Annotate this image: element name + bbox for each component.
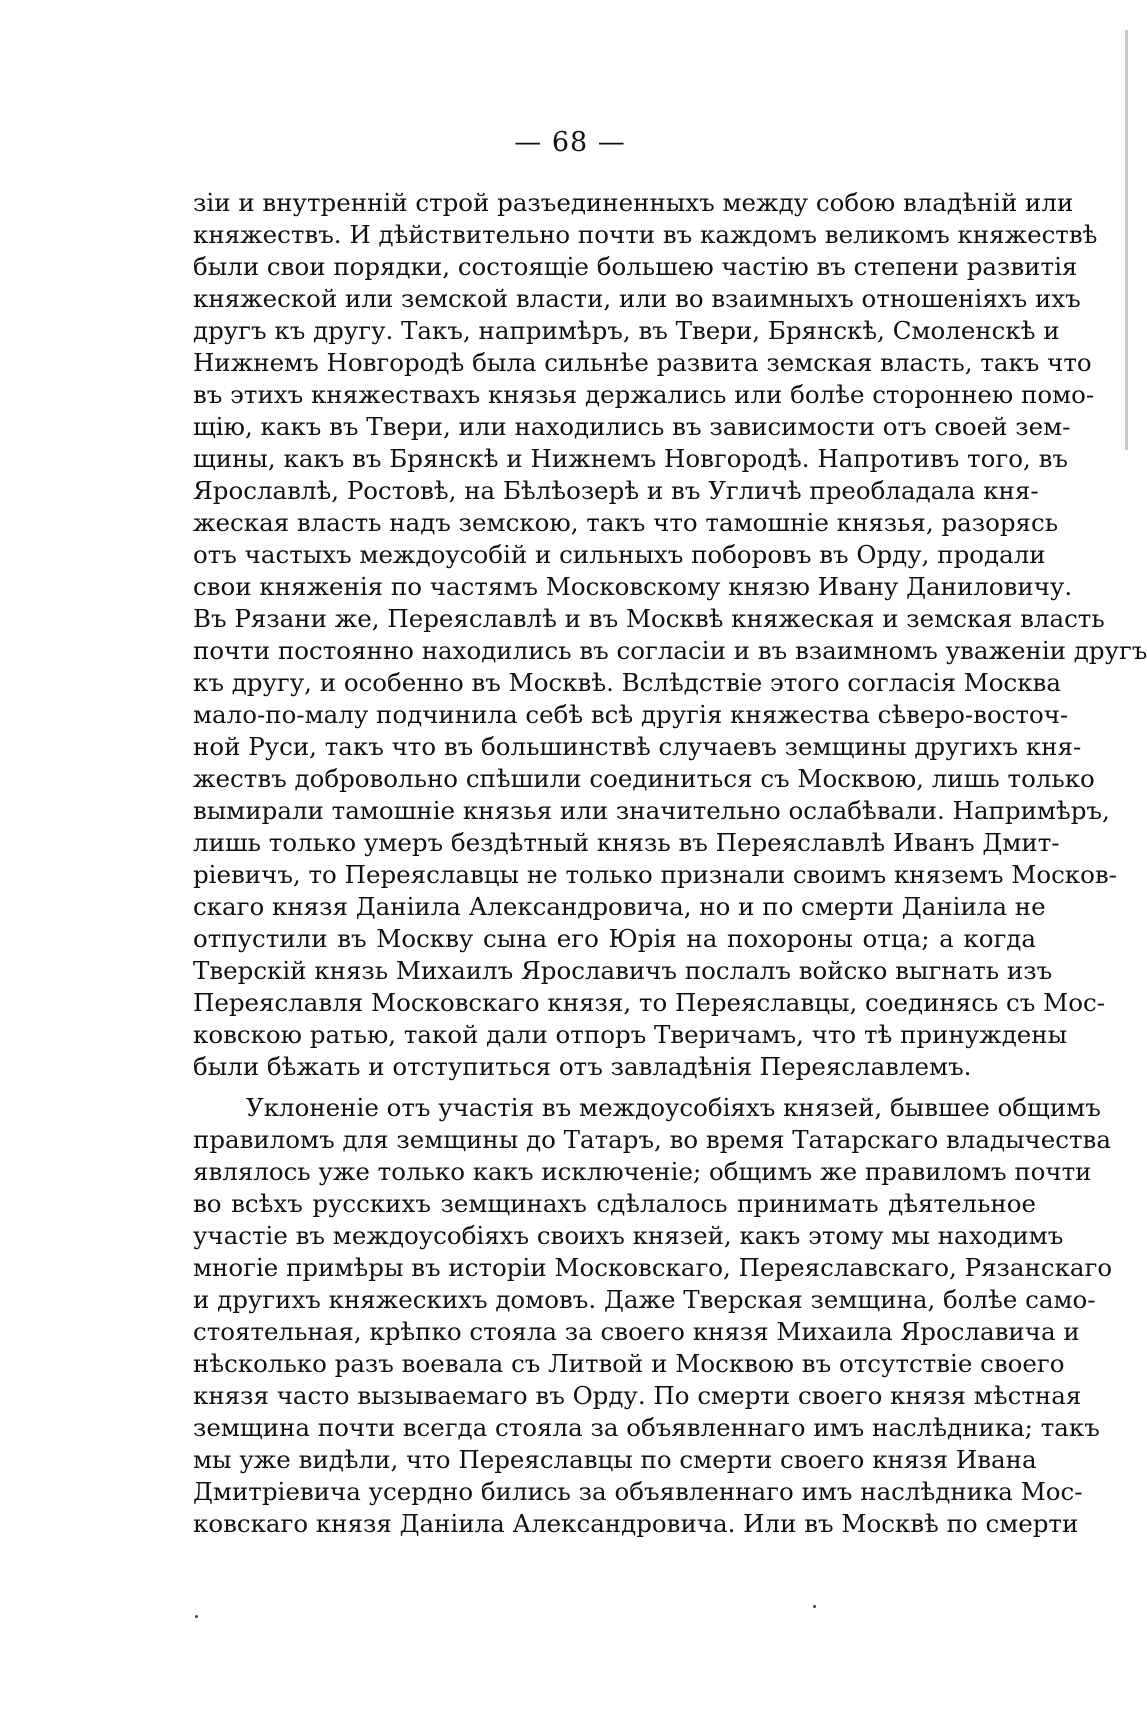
text-line: правиломъ для земщины до Татаръ, во время Татарскаго владычества	[193, 1125, 1111, 1154]
text-line: въ этихъ княжествахъ князья держались или болѣе стороннею помо-	[193, 380, 1095, 409]
text-line: земщина почти всегда стояла за объявленнаго имъ наслѣдника; такъ	[193, 1413, 1100, 1442]
scan-edge-shadow	[1125, 30, 1128, 450]
page-number: — 68 —	[514, 127, 626, 158]
paragraph-2	[193, 1092, 1113, 1540]
text-line: княжествъ. И дѣйствительно почти въ каждомъ великомъ княжествѣ	[193, 220, 1098, 249]
text-line: мало-по-малу подчинила себѣ всѣ другія княжества сѣверо-восточ-	[193, 700, 1069, 729]
text-line: Дмитріевича усердно бились за объявленнаго имъ наслѣдника Мос-	[193, 1477, 1083, 1506]
text-line: жеская власть надъ земскою, такъ что тамошніе князья, разорясь	[193, 508, 1059, 537]
text-line: и другихъ княжескихъ домовъ. Даже Тверская земщина, болѣе само-	[193, 1285, 1096, 1314]
text-line: ной Руси, такъ что въ большинствѣ случаевъ земщины другихъ кня-	[193, 732, 1082, 761]
text-line: многіе примѣры въ исторіи Московскаго, Переяславскаго, Рязанскаго	[193, 1253, 1113, 1282]
text-line: вымирали тамошніе князья или значительно ослабѣвали. Напримѣръ,	[193, 796, 1110, 825]
text-line: лишь только умеръ бездѣтный князь въ Переяславлѣ Иванъ Дмит-	[193, 828, 1060, 857]
text-line: щины, какъ въ Брянскѣ и Нижнемъ Новгородѣ. Напротивъ того, въ	[193, 444, 1068, 473]
text-line: скаго князя Даніила Александровича, но и по смерти Даніила не	[193, 892, 1046, 921]
text-line: Уклоненіе отъ участія въ междоусобіяхъ князей, бывшее общимъ	[246, 1093, 1101, 1122]
text-line: участіе въ междоусобіяхъ своихъ князей, какъ этому мы находимъ	[193, 1221, 1064, 1250]
text-line: щію, какъ въ Твери, или находились въ зависимости отъ своей зем-	[193, 412, 1071, 441]
text-line: Нижнемъ Новгородѣ была сильнѣе развита земская власть, такъ что	[193, 348, 1092, 377]
text-line: ковскаго князя Даніила Александровича. Или въ Москвѣ по смерти	[193, 1509, 1079, 1538]
text-line: жествъ добровольно спѣшили соединиться съ Москвою, лишь только	[193, 764, 1095, 793]
scan-speck	[195, 1615, 198, 1618]
text-line: другъ къ другу. Такъ, напримѣръ, въ Твери, Брянскѣ, Смоленскѣ и	[193, 316, 1060, 345]
text-line: ріевичъ, то Переяславцы не только признали своимъ княземъ Москов-	[193, 860, 1117, 889]
text-line: почти постоянно находились въ согласіи и въ взаимномъ уваженіи другъ	[193, 636, 1147, 665]
text-line: свои княженія по частямъ Московскому князю Ивану Даниловичу.	[193, 572, 1073, 601]
text-line: мы уже видѣли, что Переяславцы по смерти своего князя Ивана	[193, 1445, 1037, 1474]
text-line: Тверскій князь Михаилъ Ярославичъ послалъ войско выгнать изъ	[193, 956, 1053, 985]
text-line: во всѣхъ русскихъ земщинахъ сдѣлалось принимать дѣятельное	[193, 1189, 1036, 1218]
text-line: нѣсколько разъ воевала съ Литвой и Москвою въ отсутствіе своего	[193, 1349, 1065, 1378]
text-line: ковскою ратью, такой дали отпоръ Тверичамъ, что тѣ принуждены	[193, 1020, 1068, 1049]
text-line: Переяславля Московскаго князя, то Переяславцы, соединясь съ Мос-	[193, 988, 1105, 1017]
text-line: Ярославлѣ, Ростовѣ, на Бѣлѣозерѣ и въ Угличѣ преобладала кня-	[193, 476, 1039, 505]
paragraph-1	[193, 187, 1147, 1083]
text-line: князя часто вызываемаго въ Орду. По смерти своего князя мѣстная	[193, 1381, 1082, 1410]
paragraph-gap	[193, 1083, 1036, 1092]
scan-speck	[813, 1605, 816, 1608]
text-line: отъ частыхъ междоусобій и сильныхъ поборовъ въ Орду, продали	[193, 540, 1046, 569]
text-line: къ другу, и особенно въ Москвѣ. Вслѣдствіе этого согласія Москва	[193, 668, 1061, 697]
text-line: Въ Рязани же, Переяславлѣ и въ Москвѣ княжеская и земская власть	[193, 604, 1105, 633]
text-line: стоятельная, крѣпко стояла за своего князя Михаила Ярославича и	[193, 1317, 1080, 1346]
text-line: отпустили въ Москву сына его Юрія на похороны отца; а когда	[193, 924, 1036, 953]
text-line: княжеской или земской власти, или во взаимныхъ отношеніяхъ ихъ	[193, 284, 1081, 313]
text-line: являлось уже только какъ исключеніе; общимъ же правиломъ почти	[193, 1157, 1092, 1186]
text-line: были бѣжать и отступиться отъ завладѣнія Переяславлемъ.	[193, 1052, 972, 1081]
body-text	[193, 187, 1147, 1540]
text-line: были свои порядки, состоящіе большею частію въ степени развитія	[193, 252, 1078, 281]
text-line: зіи и внутренній строй разъединенныхъ между собою владѣній или	[193, 188, 1074, 217]
